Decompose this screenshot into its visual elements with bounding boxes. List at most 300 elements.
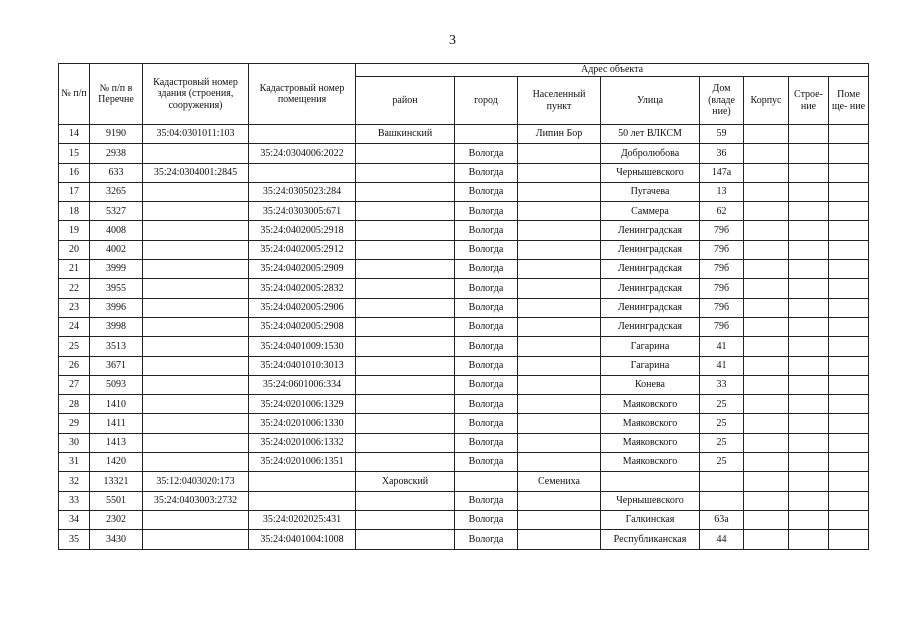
cell-premises-cadastral: 35:24:0401009:1530 [249, 337, 356, 356]
cell-structure [789, 337, 829, 356]
cell-list-num: 4002 [90, 240, 143, 259]
cell-city: Вологда [455, 279, 518, 298]
cell-city: Вологда [455, 453, 518, 472]
cell-premises [829, 356, 869, 375]
cell-list-num: 3265 [90, 182, 143, 201]
cell-premises-cadastral [249, 163, 356, 182]
table-row [59, 510, 869, 529]
cell-street [601, 472, 700, 491]
cell-district [356, 163, 455, 182]
cell-settlement [518, 279, 601, 298]
table-row [59, 317, 869, 336]
cell-num: 15 [59, 144, 90, 163]
col-header-list-num: № п/п в Перечне [90, 64, 143, 125]
cell-premises [829, 472, 869, 491]
cell-num: 19 [59, 221, 90, 240]
cell-district: Харовский [356, 472, 455, 491]
cell-block [744, 221, 789, 240]
col-header-block: Корпус [744, 77, 789, 125]
cell-structure [789, 317, 829, 336]
cell-structure [789, 125, 829, 144]
cell-city: Вологда [455, 221, 518, 240]
cell-num: 21 [59, 260, 90, 279]
cell-premises-cadastral [249, 491, 356, 510]
cell-structure [789, 182, 829, 201]
cell-list-num: 3996 [90, 298, 143, 317]
cell-list-num: 1410 [90, 395, 143, 414]
cell-building-cadastral [143, 182, 249, 201]
cell-city: Вологда [455, 163, 518, 182]
cell-list-num: 5093 [90, 375, 143, 394]
cell-list-num: 633 [90, 163, 143, 182]
cell-block [744, 433, 789, 452]
cell-house: 36 [700, 144, 744, 163]
cell-premises-cadastral [249, 472, 356, 491]
cell-structure [789, 414, 829, 433]
cell-street: Пугачева [601, 182, 700, 201]
cell-premises [829, 260, 869, 279]
cell-city: Вологда [455, 317, 518, 336]
cell-district [356, 491, 455, 510]
table-row [59, 163, 869, 182]
cell-premises-cadastral: 35:24:0402005:2908 [249, 317, 356, 336]
cell-premises [829, 414, 869, 433]
cell-structure [789, 298, 829, 317]
cell-structure [789, 491, 829, 510]
cell-city: Вологда [455, 144, 518, 163]
cell-structure [789, 279, 829, 298]
cell-building-cadastral [143, 356, 249, 375]
cell-house: 79б [700, 317, 744, 336]
cell-city: Вологда [455, 202, 518, 221]
cell-settlement [518, 202, 601, 221]
cell-list-num: 3671 [90, 356, 143, 375]
cell-settlement [518, 453, 601, 472]
cell-premises [829, 182, 869, 201]
cell-building-cadastral: 35:24:0304001:2845 [143, 163, 249, 182]
cell-district [356, 453, 455, 472]
cell-block [744, 163, 789, 182]
table-row [59, 356, 869, 375]
cell-city: Вологда [455, 510, 518, 529]
cell-num: 18 [59, 202, 90, 221]
cell-settlement [518, 510, 601, 529]
cell-premises [829, 491, 869, 510]
cell-structure [789, 163, 829, 182]
col-header-district: район [356, 77, 455, 125]
cell-list-num: 3998 [90, 317, 143, 336]
cell-settlement [518, 395, 601, 414]
cell-list-num: 1413 [90, 433, 143, 452]
cell-num: 20 [59, 240, 90, 259]
cell-premises-cadastral: 35:24:0202025:431 [249, 510, 356, 529]
cell-building-cadastral: 35:04:0301011:103 [143, 125, 249, 144]
cell-structure [789, 240, 829, 259]
cell-district [356, 221, 455, 240]
cell-house: 25 [700, 395, 744, 414]
cell-structure [789, 221, 829, 240]
cell-premises-cadastral: 35:24:0402005:2906 [249, 298, 356, 317]
cell-num: 24 [59, 317, 90, 336]
cell-district [356, 182, 455, 201]
cell-settlement [518, 298, 601, 317]
table-body [59, 125, 869, 550]
cell-block [744, 375, 789, 394]
cell-premises [829, 163, 869, 182]
cell-settlement [518, 317, 601, 336]
table-row [59, 144, 869, 163]
cell-house: 33 [700, 375, 744, 394]
cell-premises-cadastral: 35:24:0305023:284 [249, 182, 356, 201]
cell-block [744, 356, 789, 375]
cell-num: 32 [59, 472, 90, 491]
cell-city: Вологда [455, 491, 518, 510]
cell-premises [829, 433, 869, 452]
cell-block [744, 472, 789, 491]
cell-building-cadastral [143, 317, 249, 336]
cell-building-cadastral: 35:24:0403003:2732 [143, 491, 249, 510]
cell-list-num: 5327 [90, 202, 143, 221]
cell-house: 63а [700, 510, 744, 529]
cell-num: 16 [59, 163, 90, 182]
cell-house: 13 [700, 182, 744, 201]
cell-building-cadastral [143, 433, 249, 452]
cell-city: Вологда [455, 395, 518, 414]
cell-list-num: 1411 [90, 414, 143, 433]
cell-premises [829, 453, 869, 472]
cell-street: Гагарина [601, 337, 700, 356]
cell-premises [829, 395, 869, 414]
cell-district [356, 530, 455, 549]
cell-premises-cadastral: 35:24:0304006:2022 [249, 144, 356, 163]
cell-structure [789, 260, 829, 279]
cell-num: 27 [59, 375, 90, 394]
cell-num: 28 [59, 395, 90, 414]
cell-block [744, 144, 789, 163]
cell-premises-cadastral: 35:24:0201006:1330 [249, 414, 356, 433]
cell-street: Добролюбова [601, 144, 700, 163]
cell-street: Чернышевского [601, 491, 700, 510]
cell-num: 29 [59, 414, 90, 433]
cell-district [356, 317, 455, 336]
cell-premises [829, 144, 869, 163]
table-row [59, 202, 869, 221]
cell-street: Маяковского [601, 453, 700, 472]
cell-structure [789, 356, 829, 375]
cell-premises-cadastral: 35:24:0303005:671 [249, 202, 356, 221]
col-header-street: Улица [601, 77, 700, 125]
table-row [59, 279, 869, 298]
table-row [59, 125, 869, 144]
cell-district [356, 260, 455, 279]
col-header-building-cadastral: Кадастровый номер здания (строения, сооружения) [143, 64, 249, 125]
cell-num: 31 [59, 453, 90, 472]
cell-premises-cadastral: 35:24:0402005:2918 [249, 221, 356, 240]
cell-settlement [518, 337, 601, 356]
cell-num: 25 [59, 337, 90, 356]
cell-premises [829, 530, 869, 549]
cell-list-num: 13321 [90, 472, 143, 491]
cell-house: 147а [700, 163, 744, 182]
cell-city: Вологда [455, 298, 518, 317]
cell-district [356, 337, 455, 356]
table-row [59, 433, 869, 452]
cell-city: Вологда [455, 356, 518, 375]
cell-street: Ленинградская [601, 221, 700, 240]
cell-building-cadastral [143, 453, 249, 472]
cell-building-cadastral [143, 337, 249, 356]
cell-settlement [518, 375, 601, 394]
cell-settlement [518, 221, 601, 240]
cell-block [744, 317, 789, 336]
cell-street: Республиканская [601, 530, 700, 549]
table-row [59, 395, 869, 414]
cell-house: 62 [700, 202, 744, 221]
cell-street: Саммера [601, 202, 700, 221]
cell-premises-cadastral: 35:24:0402005:2832 [249, 279, 356, 298]
cell-building-cadastral [143, 144, 249, 163]
cell-building-cadastral [143, 202, 249, 221]
cell-premises [829, 240, 869, 259]
cell-city: Вологда [455, 337, 518, 356]
table-row [59, 375, 869, 394]
cell-district [356, 298, 455, 317]
cell-structure [789, 472, 829, 491]
cell-premises [829, 279, 869, 298]
cell-num: 17 [59, 182, 90, 201]
cell-district [356, 510, 455, 529]
cell-district [356, 414, 455, 433]
cell-list-num: 2938 [90, 144, 143, 163]
cell-street: Маяковского [601, 433, 700, 452]
cell-building-cadastral [143, 395, 249, 414]
cell-premises-cadastral: 35:24:0402005:2912 [249, 240, 356, 259]
cell-city: Вологда [455, 260, 518, 279]
cell-block [744, 298, 789, 317]
cell-district [356, 240, 455, 259]
cell-city: Вологда [455, 375, 518, 394]
table-row [59, 491, 869, 510]
table-row [59, 298, 869, 317]
cell-premises-cadastral [249, 125, 356, 144]
cell-block [744, 414, 789, 433]
cell-settlement [518, 530, 601, 549]
cell-structure [789, 375, 829, 394]
cell-premises-cadastral: 35:24:0401004:1008 [249, 530, 356, 549]
cell-structure [789, 144, 829, 163]
cell-num: 14 [59, 125, 90, 144]
cell-block [744, 530, 789, 549]
cell-street: Конева [601, 375, 700, 394]
cell-city: Вологда [455, 433, 518, 452]
cell-building-cadastral [143, 279, 249, 298]
cell-premises-cadastral: 35:24:0402005:2909 [249, 260, 356, 279]
cell-premises [829, 298, 869, 317]
cell-house: 79б [700, 221, 744, 240]
table-row [59, 337, 869, 356]
cell-street: Маяковского [601, 395, 700, 414]
cell-premises-cadastral: 35:24:0201006:1332 [249, 433, 356, 452]
cell-street: Ленинградская [601, 317, 700, 336]
cell-building-cadastral [143, 510, 249, 529]
cell-structure [789, 530, 829, 549]
cell-building-cadastral [143, 298, 249, 317]
cell-premises-cadastral: 35:24:0601006:334 [249, 375, 356, 394]
col-header-premises: Поме ще- ние [829, 77, 869, 125]
cell-district [356, 202, 455, 221]
table-row [59, 530, 869, 549]
cell-list-num: 5501 [90, 491, 143, 510]
cell-street: Ленинградская [601, 279, 700, 298]
cell-house: 25 [700, 414, 744, 433]
table-row [59, 414, 869, 433]
cell-block [744, 240, 789, 259]
cell-settlement: Семениха [518, 472, 601, 491]
cell-settlement [518, 414, 601, 433]
cell-street: Чернышевского [601, 163, 700, 182]
cell-district [356, 144, 455, 163]
cell-premises [829, 375, 869, 394]
cell-list-num: 2302 [90, 510, 143, 529]
cell-city: Вологда [455, 240, 518, 259]
cell-block [744, 125, 789, 144]
cell-num: 23 [59, 298, 90, 317]
col-header-structure: Строе- ние [789, 77, 829, 125]
table-row [59, 240, 869, 259]
cell-city [455, 125, 518, 144]
cell-district [356, 433, 455, 452]
cell-house: 44 [700, 530, 744, 549]
cell-num: 34 [59, 510, 90, 529]
col-header-premises-cadastral: Кадастровый номер помещения [249, 64, 356, 125]
table-row [59, 453, 869, 472]
col-header-address-group: Адрес объекта [356, 64, 869, 77]
cell-building-cadastral [143, 530, 249, 549]
cell-settlement [518, 433, 601, 452]
cell-city [455, 472, 518, 491]
cell-num: 22 [59, 279, 90, 298]
cell-premises [829, 202, 869, 221]
cell-premises-cadastral: 35:24:0201006:1351 [249, 453, 356, 472]
cell-house: 41 [700, 356, 744, 375]
cell-premises [829, 317, 869, 336]
cell-street: Ленинградская [601, 240, 700, 259]
cell-street: Маяковского [601, 414, 700, 433]
cell-block [744, 337, 789, 356]
cell-premises [829, 337, 869, 356]
cell-house [700, 472, 744, 491]
cell-house: 79б [700, 260, 744, 279]
cell-block [744, 510, 789, 529]
cell-settlement [518, 144, 601, 163]
cell-list-num: 1420 [90, 453, 143, 472]
cell-structure [789, 395, 829, 414]
cell-building-cadastral [143, 260, 249, 279]
cell-structure [789, 433, 829, 452]
cell-house: 59 [700, 125, 744, 144]
cell-settlement [518, 356, 601, 375]
cell-settlement [518, 182, 601, 201]
col-header-settlement: Населенный пункт [518, 77, 601, 125]
cell-building-cadastral [143, 414, 249, 433]
cell-list-num: 9190 [90, 125, 143, 144]
cell-premises [829, 221, 869, 240]
page-number: 3 [449, 33, 456, 48]
cell-premises-cadastral: 35:24:0201006:1329 [249, 395, 356, 414]
cell-settlement [518, 163, 601, 182]
registry-table [58, 63, 869, 550]
cell-street: Ленинградская [601, 298, 700, 317]
cell-street: Гагарина [601, 356, 700, 375]
cell-city: Вологда [455, 530, 518, 549]
cell-list-num: 3955 [90, 279, 143, 298]
cell-num: 33 [59, 491, 90, 510]
cell-house: 25 [700, 433, 744, 452]
table-row [59, 260, 869, 279]
cell-settlement [518, 491, 601, 510]
cell-street: 50 лет ВЛКСМ [601, 125, 700, 144]
cell-building-cadastral [143, 221, 249, 240]
cell-num: 35 [59, 530, 90, 549]
cell-house: 79б [700, 240, 744, 259]
cell-building-cadastral: 35:12:0403020:173 [143, 472, 249, 491]
cell-district [356, 395, 455, 414]
col-header-num: № п/п [59, 64, 90, 125]
table-row [59, 472, 869, 491]
cell-num: 26 [59, 356, 90, 375]
col-header-house: Дом (владе ние) [700, 77, 744, 125]
cell-street: Ленинградская [601, 260, 700, 279]
cell-building-cadastral [143, 375, 249, 394]
cell-structure [789, 453, 829, 472]
cell-num: 30 [59, 433, 90, 452]
cell-district: Вашкинский [356, 125, 455, 144]
cell-settlement [518, 260, 601, 279]
cell-list-num: 3430 [90, 530, 143, 549]
cell-block [744, 453, 789, 472]
cell-house [700, 491, 744, 510]
cell-district [356, 279, 455, 298]
cell-house: 79б [700, 298, 744, 317]
cell-premises-cadastral: 35:24:0401010:3013 [249, 356, 356, 375]
cell-premises [829, 510, 869, 529]
col-header-city: город [455, 77, 518, 125]
cell-block [744, 279, 789, 298]
cell-block [744, 260, 789, 279]
cell-district [356, 375, 455, 394]
cell-house: 25 [700, 453, 744, 472]
cell-premises [829, 125, 869, 144]
cell-structure [789, 510, 829, 529]
cell-settlement: Липин Бор [518, 125, 601, 144]
cell-house: 41 [700, 337, 744, 356]
cell-house: 79б [700, 279, 744, 298]
cell-list-num: 3513 [90, 337, 143, 356]
cell-city: Вологда [455, 414, 518, 433]
cell-building-cadastral [143, 240, 249, 259]
cell-settlement [518, 240, 601, 259]
cell-block [744, 182, 789, 201]
cell-block [744, 202, 789, 221]
cell-city: Вологда [455, 182, 518, 201]
cell-block [744, 491, 789, 510]
cell-district [356, 356, 455, 375]
table-row [59, 221, 869, 240]
cell-list-num: 3999 [90, 260, 143, 279]
table-row [59, 182, 869, 201]
cell-block [744, 395, 789, 414]
cell-structure [789, 202, 829, 221]
